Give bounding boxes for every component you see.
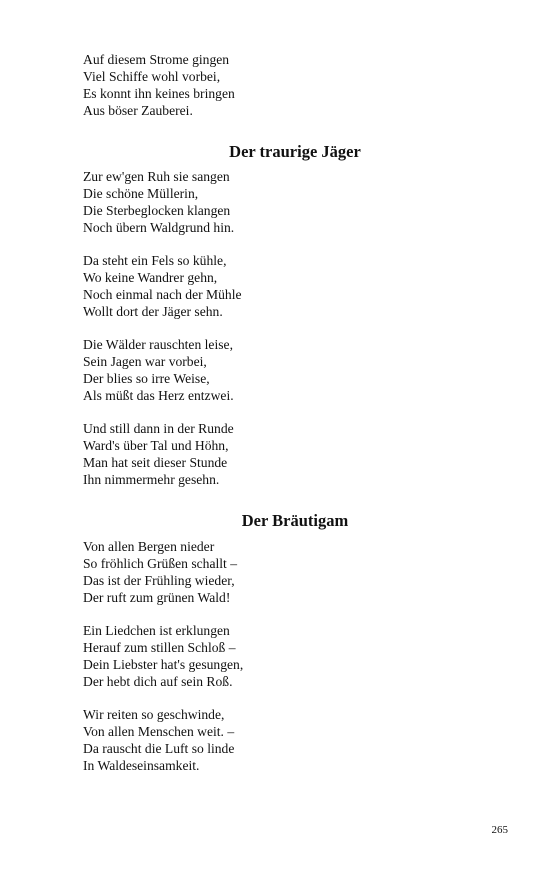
verse-line: Herauf zum stillen Schloß – xyxy=(83,640,236,655)
poem-title-der-braeutigam: Der Bräutigam xyxy=(241,511,349,530)
verse-line: In Waldeseinsamkeit. xyxy=(83,758,200,773)
stanza xyxy=(83,168,463,236)
verse-line: Die Wälder rauschten leise, xyxy=(83,337,233,352)
stanza-continuation xyxy=(83,51,463,119)
verse-line: Ihn nimmermehr gesehn. xyxy=(83,472,220,487)
verse-line: Der hebt dich auf sein Roß. xyxy=(83,674,233,689)
poem-title-der-traurige-jaeger: Der traurige Jäger xyxy=(229,142,361,161)
stanza xyxy=(83,622,463,690)
stanza xyxy=(83,706,463,774)
verse-line: Wollt dort der Jäger sehn. xyxy=(83,304,223,319)
verse-line: Aus böser Zauberei. xyxy=(83,103,193,118)
verse-line: Als müßt das Herz entzwei. xyxy=(83,388,234,403)
verse-line: Ein Liedchen ist erklungen xyxy=(83,623,230,638)
verse-line: Von allen Menschen weit. – xyxy=(83,724,235,739)
verse-line: Da steht ein Fels so kühle, xyxy=(83,253,227,268)
stanza xyxy=(83,336,463,404)
verse-line: Man hat seit dieser Stunde xyxy=(83,455,228,470)
verse-line: Der blies so irre Weise, xyxy=(83,371,210,386)
verse-line: Und still dann in der Runde xyxy=(83,421,234,436)
verse-line: Es konnt ihn keines bringen xyxy=(83,86,235,101)
verse-line: Das ist der Frühling wieder, xyxy=(83,573,235,588)
verse-line: Die Sterbeglocken klangen xyxy=(83,203,231,218)
stanza xyxy=(83,538,463,606)
verse-line: Ward's über Tal und Höhn, xyxy=(83,438,229,453)
stanza xyxy=(83,252,463,320)
verse-line: Von allen Bergen nieder xyxy=(83,539,215,554)
verse-line: Wo keine Wandrer gehn, xyxy=(83,270,218,285)
verse-line: Zur ew'gen Ruh sie sangen xyxy=(83,169,230,184)
verse-line: Dein Liebster hat's gesungen, xyxy=(83,657,244,672)
page-number: 265 xyxy=(491,824,508,836)
verse-line: Sein Jagen war vorbei, xyxy=(83,354,207,369)
verse-line: Da rauscht die Luft so linde xyxy=(83,741,235,756)
verse-line: Viel Schiffe wohl vorbei, xyxy=(83,69,221,84)
verse-line: Noch einmal nach der Mühle xyxy=(83,287,242,302)
verse-line: Noch übern Waldgrund hin. xyxy=(83,220,235,235)
verse-line: Auf diesem Strome gingen xyxy=(83,52,230,67)
verse-line: So fröhlich Grüßen schallt – xyxy=(83,556,238,571)
verse-line: Wir reiten so geschwinde, xyxy=(83,707,225,722)
verse-line: Die schöne Müllerin, xyxy=(83,186,199,201)
verse-line: Der ruft zum grünen Wald! xyxy=(83,590,231,605)
stanza xyxy=(83,420,463,488)
